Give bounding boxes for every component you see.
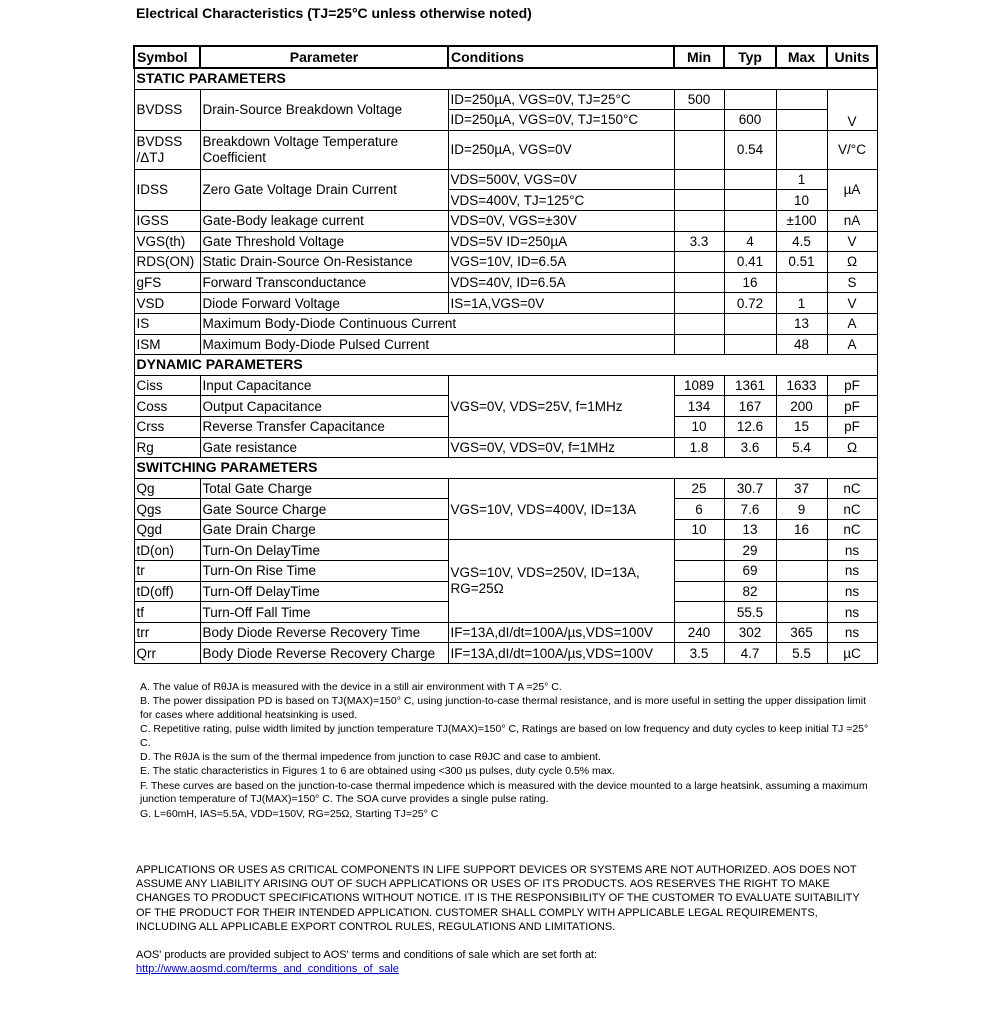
units-cell: nC <box>827 499 877 520</box>
min-cell: 25 <box>674 478 724 499</box>
units-cell: ns <box>827 540 877 561</box>
table-row <box>134 293 877 314</box>
parameter-cell: Diode Forward Voltage <box>200 293 448 314</box>
units-cell: ns <box>827 622 877 643</box>
typ-cell: 0.54 <box>724 130 776 169</box>
section-dynamic: DYNAMIC PARAMETERS <box>134 355 877 376</box>
parameter-cell: Drain-Source Breakdown Voltage <box>200 89 448 130</box>
condition-cell: VGS=10V, ID=6.5A <box>448 252 674 273</box>
footnote: F. These curves are based on the junction-to-case thermal impedence which is measured with the device mounted to a large heatsink, assuming a maximum junction temperature of TJ(MAX)=150° C. The SOA curve provides a single pulse rating. <box>140 779 868 806</box>
terms-section <box>136 948 876 976</box>
max-cell: 48 <box>776 334 827 355</box>
max-cell: 13 <box>776 313 827 334</box>
max-cell: 15 <box>776 416 827 437</box>
units-cell: µC <box>827 643 877 664</box>
condition-cell: VDS=500V, VGS=0V <box>448 169 674 190</box>
symbol-cell: ISM <box>134 334 200 355</box>
max-cell: 1 <box>776 169 827 190</box>
header-symbol: Symbol <box>134 46 200 68</box>
max-cell: 0.51 <box>776 252 827 273</box>
table-row <box>134 252 877 273</box>
max-cell: 9 <box>776 499 827 520</box>
legal-disclaimer: APPLICATIONS OR USES AS CRITICAL COMPONENTS IN LIFE SUPPORT DEVICES OR SYSTEMS ARE NOT AUTHORIZED. AOS DOES NOT ASSUME ANY LIABILITY ARISING OUT OF SUCH APPLICATIONS OR USES OF ITS PRODUCTS. AOS RESERVES THE RIGHT TO MAKE CHANGES TO PRODUCT SPECIFICATIONS WITHOUT NOTICE. IT IS THE RESPONSIBILITY OF THE CUSTOMER TO EVALUATE SUITABILITY OF THE PRODUCT FOR THEIR INTENDED APPLICATION. CUSTOMER SHALL COMPLY WITH APPLICABLE LEGAL REQUIREMENTS, INCLUDING ALL APPLICABLE EXPORT CONTROL RULES, REGULATIONS AND LIMITATIONS. <box>136 864 860 933</box>
table-row <box>134 210 877 231</box>
electrical-characteristics-table <box>133 45 878 664</box>
condition-cell: VDS=40V, ID=6.5A <box>448 272 674 293</box>
min-cell: 3.5 <box>674 643 724 664</box>
typ-cell: 4 <box>724 231 776 252</box>
symbol-cell: Qgd <box>134 519 200 540</box>
min-cell: 1.8 <box>674 437 724 458</box>
header-conditions: Conditions <box>448 46 674 68</box>
typ-cell: 3.6 <box>724 437 776 458</box>
parameter-cell: Gate resistance <box>200 437 448 458</box>
max-cell: 37 <box>776 478 827 499</box>
header-parameter: Parameter <box>200 46 448 68</box>
condition-cell: VGS=0V, VDS=25V, f=1MHz <box>448 375 674 437</box>
units-cell: ns <box>827 581 877 602</box>
units-cell: A <box>827 334 877 355</box>
parameter-cell: Body Diode Reverse Recovery Time <box>200 622 448 643</box>
parameter-cell: Gate Source Charge <box>200 499 448 520</box>
parameter-cell: Input Capacitance <box>200 375 448 396</box>
max-cell: 5.4 <box>776 437 827 458</box>
footnote: G. L=60mH, IAS=5.5A, VDD=150V, RG=25Ω, Starting TJ=25° C <box>140 807 439 820</box>
terms-link[interactable]: http://www.aosmd.com/terms_and_conditions_of_sale <box>136 963 399 975</box>
symbol-cell: IS <box>134 313 200 334</box>
units-cell: ns <box>827 602 877 623</box>
symbol-cell: tD(off) <box>134 581 200 602</box>
table-row <box>134 89 877 110</box>
footnotes <box>140 681 870 822</box>
table-row <box>134 334 877 355</box>
parameter-cell: Total Gate Charge <box>200 478 448 499</box>
parameter-cell: Gate Threshold Voltage <box>200 231 448 252</box>
max-cell: ±100 <box>776 210 827 231</box>
parameter-cell: Body Diode Reverse Recovery Charge <box>200 643 448 664</box>
max-cell: 200 <box>776 396 827 417</box>
min-cell: 134 <box>674 396 724 417</box>
condition-cell: VDS=400V, TJ=125°C <box>448 190 674 211</box>
table-header-row <box>134 46 877 68</box>
units-cell: V <box>827 231 877 252</box>
symbol-cell: IDSS <box>134 169 200 210</box>
typ-cell: 55.5 <box>724 602 776 623</box>
footnote: C. Repetitive rating, pulse width limited by junction temperature TJ(MAX)=150° C, Ratings are based on low frequency and duty cycles to keep initial TJ =25° C. <box>140 723 869 749</box>
units-cell: S <box>827 272 877 293</box>
table-row <box>134 169 877 190</box>
typ-cell: 0.41 <box>724 252 776 273</box>
units-cell: nA <box>827 210 877 231</box>
parameter-cell: Turn-On DelayTime <box>200 540 448 561</box>
symbol-cell: Crss <box>134 416 200 437</box>
max-cell: 4.5 <box>776 231 827 252</box>
typ-cell: 13 <box>724 519 776 540</box>
units-cell: pF <box>827 416 877 437</box>
table-row <box>134 437 877 458</box>
min-cell: 240 <box>674 622 724 643</box>
condition-cell: VDS=5V ID=250µA <box>448 231 674 252</box>
section-static: STATIC PARAMETERS <box>134 68 877 89</box>
typ-cell: 7.6 <box>724 499 776 520</box>
max-cell: 1 <box>776 293 827 314</box>
condition-cell: VGS=10V, VDS=400V, ID=13A <box>448 478 674 540</box>
typ-cell: 82 <box>724 581 776 602</box>
symbol-cell: BVDSS /ΔTJ <box>134 130 200 169</box>
table-row <box>134 231 877 252</box>
max-cell: 16 <box>776 519 827 540</box>
units-cell: µA <box>827 169 877 210</box>
footnote: A. The value of RθJA is measured with the device in a still air environment with T A =25° C. <box>140 681 562 693</box>
parameter-cell: Turn-Off DelayTime <box>200 581 448 602</box>
parameter-cell: Gate-Body leakage current <box>200 210 448 231</box>
max-cell: 10 <box>776 190 827 211</box>
parameter-cell: Zero Gate Voltage Drain Current <box>200 169 448 210</box>
parameter-cell: Maximum Body-Diode Pulsed Current <box>200 334 674 355</box>
typ-cell: 1361 <box>724 375 776 396</box>
symbol-cell: RDS(ON) <box>134 252 200 273</box>
table-row <box>134 130 877 169</box>
symbol-cell: BVDSS <box>134 89 200 130</box>
min-cell: 10 <box>674 519 724 540</box>
min-cell: 1089 <box>674 375 724 396</box>
table-row <box>134 313 877 334</box>
min-cell: 10 <box>674 416 724 437</box>
max-cell: 1633 <box>776 375 827 396</box>
condition-cell: ID=250µA, VGS=0V, TJ=25°C <box>448 89 674 110</box>
units-cell: A <box>827 313 877 334</box>
parameter-cell: Maximum Body-Diode Continuous Current <box>200 313 674 334</box>
parameter-cell: Turn-Off Fall Time <box>200 602 448 623</box>
table-row <box>134 540 877 561</box>
typ-cell: 0.72 <box>724 293 776 314</box>
terms-text: AOS' products are provided subject to AOS' terms and conditions of sale which are set forth at: <box>136 949 597 961</box>
symbol-cell: gFS <box>134 272 200 293</box>
parameter-cell: Forward Transconductance <box>200 272 448 293</box>
parameter-cell: Reverse Transfer Capacitance <box>200 416 448 437</box>
typ-cell: 29 <box>724 540 776 561</box>
typ-cell: 302 <box>724 622 776 643</box>
parameter-cell: Breakdown Voltage Temperature Coefficient <box>200 130 448 169</box>
typ-cell: 12.6 <box>724 416 776 437</box>
units-cell: Ω <box>827 437 877 458</box>
header-typ: Typ <box>724 46 776 68</box>
typ-cell: 30.7 <box>724 478 776 499</box>
symbol-cell: tf <box>134 602 200 623</box>
units-cell: Ω <box>827 252 877 273</box>
symbol-cell: Qgs <box>134 499 200 520</box>
symbol-cell: Rg <box>134 437 200 458</box>
parameter-cell: Turn-On Rise Time <box>200 561 448 582</box>
max-cell: 365 <box>776 622 827 643</box>
units-cell: nC <box>827 519 877 540</box>
condition-cell: IS=1A,VGS=0V <box>448 293 674 314</box>
footnote: E. The static characteristics in Figures 1 to 6 are obtained using <300 µs pulses, duty cycle 0.5% max. <box>140 765 615 778</box>
condition-cell: IF=13A,dI/dt=100A/µs,VDS=100V <box>448 643 674 664</box>
table-row <box>134 375 877 396</box>
typ-cell: 16 <box>724 272 776 293</box>
footnote: B. The power dissipation PD is based on TJ(MAX)=150° C, using junction-to-case thermal resistance, and is more useful in setting the upper dissipation limit for cases where additional heatsinking is used. <box>140 695 867 721</box>
table-row <box>134 643 877 664</box>
units-cell: V <box>827 293 877 314</box>
symbol-cell: IGSS <box>134 210 200 231</box>
typ-cell: 69 <box>724 561 776 582</box>
header-max: Max <box>776 46 827 68</box>
symbol-cell: Coss <box>134 396 200 417</box>
max-cell: 5.5 <box>776 643 827 664</box>
min-cell: 3.3 <box>674 231 724 252</box>
units-cell: pF <box>827 396 877 417</box>
symbol-cell: Ciss <box>134 375 200 396</box>
min-cell: 500 <box>674 89 724 110</box>
symbol-cell: tr <box>134 561 200 582</box>
units-cell: V <box>827 89 877 130</box>
header-min: Min <box>674 46 724 68</box>
parameter-cell: Output Capacitance <box>200 396 448 417</box>
condition-cell: VDS=0V, VGS=±30V <box>448 210 674 231</box>
units-cell: pF <box>827 375 877 396</box>
condition-cell: IF=13A,dI/dt=100A/µs,VDS=100V <box>448 622 674 643</box>
table-row <box>134 272 877 293</box>
typ-cell: 4.7 <box>724 643 776 664</box>
page-title: Electrical Characteristics (TJ=25°C unless otherwise noted) <box>136 5 532 21</box>
symbol-cell: VSD <box>134 293 200 314</box>
footnote: D. The RθJA is the sum of the thermal impedence from junction to case RθJC and case to ambient. <box>140 751 601 764</box>
table-row <box>134 478 877 499</box>
units-cell: nC <box>827 478 877 499</box>
symbol-cell: VGS(th) <box>134 231 200 252</box>
parameter-cell: Gate Drain Charge <box>200 519 448 540</box>
condition-cell: VGS=10V, VDS=250V, ID=13A, RG=25Ω <box>448 540 674 622</box>
condition-cell: VGS=0V, VDS=0V, f=1MHz <box>448 437 674 458</box>
parameter-cell: Static Drain-Source On-Resistance <box>200 252 448 273</box>
table-row <box>134 622 877 643</box>
typ-cell: 167 <box>724 396 776 417</box>
units-cell: ns <box>827 561 877 582</box>
condition-cell: ID=250µA, VGS=0V, TJ=150°C <box>448 110 674 131</box>
header-units: Units <box>827 46 877 68</box>
symbol-cell: Qrr <box>134 643 200 664</box>
units-cell: V/°C <box>827 130 877 169</box>
symbol-cell: Qg <box>134 478 200 499</box>
condition-cell: ID=250µA, VGS=0V <box>448 130 674 169</box>
symbol-cell: trr <box>134 622 200 643</box>
min-cell: 6 <box>674 499 724 520</box>
symbol-cell: tD(on) <box>134 540 200 561</box>
typ-cell: 600 <box>724 110 776 131</box>
section-switching: SWITCHING PARAMETERS <box>134 458 877 479</box>
